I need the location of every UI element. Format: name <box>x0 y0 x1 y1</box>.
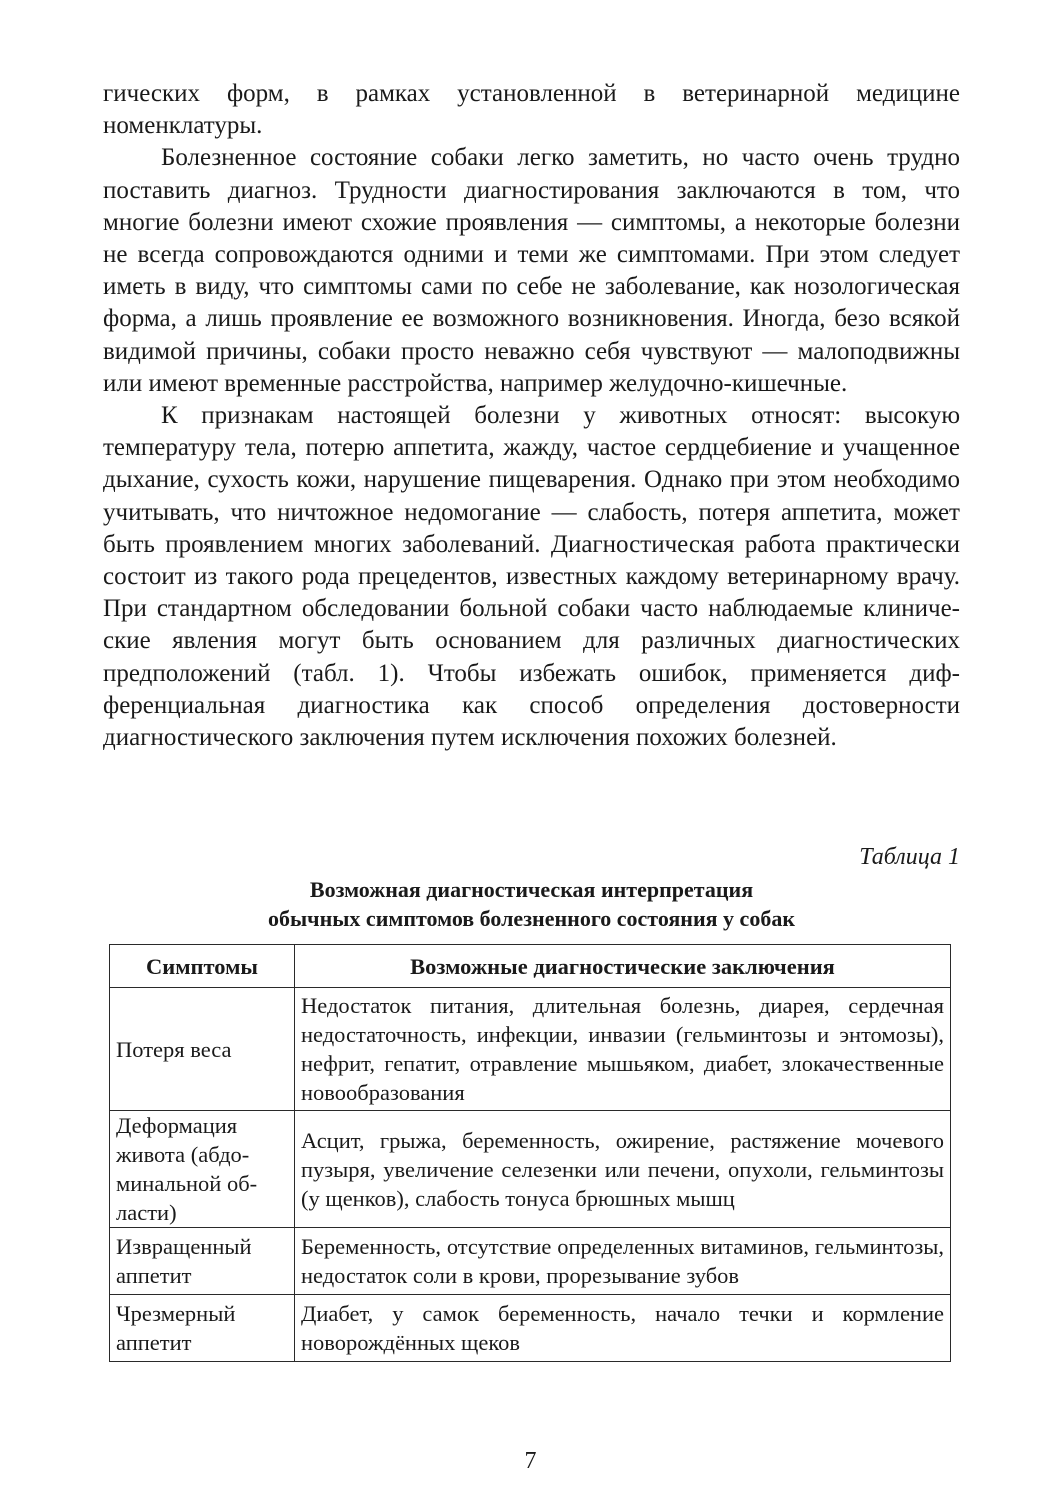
table-label: Таблица 1 <box>859 844 960 870</box>
table-row <box>110 1295 951 1362</box>
table-row <box>110 1111 951 1228</box>
symptom-cell: Деформация живота (абдоминальной области) <box>110 1111 295 1228</box>
table-row <box>110 988 951 1111</box>
symptom-cell: Чрезмерный аппетит <box>110 1295 295 1362</box>
header-conclusions: Возможные диагностические заключения <box>295 945 951 988</box>
paragraph: К признакам настоящей болезни у животных относят: высокую температуру тела, потерю аппетита, жажду, частое сердцебиение и учащенное дыхание, сухость кожи, нарушение пищеварения. Однако при этом необходимо учитывать, что ничтожное недомогание — слабость, потеря аппетита, может быть проявлением многих заболеваний. Диагностическая работа практически состоит из такого рода прецедентов, известных каждому ветеринарному врачу. При стандартном обследовании больной собаки часто наблюдаемые клинические явления могут быть основанием для различных диагностических предположений (табл. 1). Чтобы избежать ошибок, применяется дифференциальная диагностика как способ определения достоверности диагностического заключения путем исключения похожих болезней. <box>103 402 960 752</box>
page-number: 7 <box>524 1448 537 1474</box>
table-row <box>110 1228 951 1295</box>
body-text <box>103 78 960 754</box>
paragraph-continuation: гических форм, в рамках установленной в ветеринарной медицине номенклатуры. <box>103 80 960 140</box>
conclusion-cell: Асцит, грыжа, беременность, ожирение, растяжение мочевого пузыря, увеличение селезенки или печени, опухоли, гельминтозы (у щенков), слабость тонуса брюшных мышц <box>295 1111 951 1228</box>
symptom-cell: Извращенный аппетит <box>110 1228 295 1295</box>
conclusion-cell: Недостаток питания, длительная болезнь, диарея, сердечная недостаточность, инфекции, инвазии (гельминтозы и энтомозы), нефрит, гепатит, отравление мышьяком, диабет, злокачественные новообразования <box>295 988 951 1111</box>
paragraph: Болезненное состояние собаки легко заметить, но часто очень трудно поставить диагноз. Трудности диагностирования заключаются в том, что многие болезни имеют схожие проявления — симптомы, а некоторые болезни не всегда сопровождаются одними и теми же симптомами. При этом следует иметь в виду, что симптомы сами по себе не заболевание, как нозологическая форма, а лишь проявление ее возможного возникновения. Иногда, безо всякой видимой причины, собаки просто неважно себя чувствуют — малоподвижны или имеют временные расстройства, например желудочно-кишечные. <box>103 144 960 397</box>
table-header-row <box>110 945 951 988</box>
conclusion-cell: Беременность, отсутствие определенных витаминов, гельминтозы, недостаток соли в крови, прорезывание зубов <box>295 1228 951 1295</box>
symptom-cell: Потеря веса <box>110 988 295 1111</box>
conclusion-cell: Диабет, у самок беременность, начало течки и кормление новорождённых щеков <box>295 1295 951 1362</box>
table-title <box>103 875 960 933</box>
table-title-line: Возможная диагностическая интерпретация <box>309 877 754 902</box>
table-title-line: обычных симптомов болезненного состояния у собак <box>268 906 795 931</box>
symptoms-table <box>109 944 951 1362</box>
header-symptoms: Симптомы <box>110 945 295 988</box>
